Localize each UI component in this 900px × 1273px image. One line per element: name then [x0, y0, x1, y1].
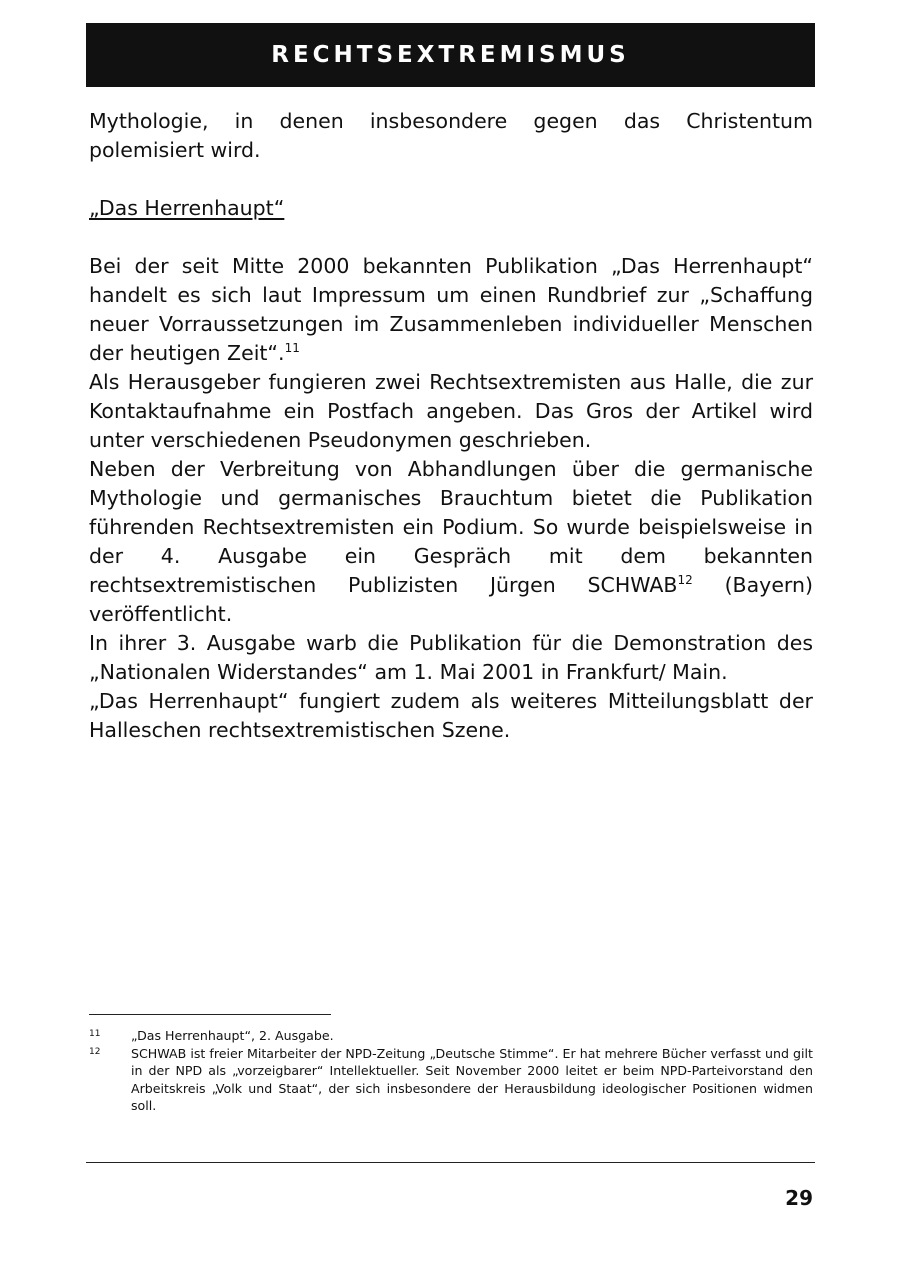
footnote-item	[89, 1045, 813, 1115]
paragraph-3-text-a: Neben der Verbreitung von Abhandlungen über die germanische Mythologie und germanisches Brauchtum bietet die Publikation führenden Rechtsextremisten ein Podium. So wurde beispielsweise in der 4. Ausgabe ein Gespräch mit dem bekannten rechtsextremistischen Publizisten Jürgen SCHWAB	[89, 457, 813, 597]
footnotes	[89, 1027, 813, 1115]
section-heading: „Das Herrenhaupt“	[89, 196, 285, 220]
paragraph-1-text: Bei der seit Mitte 2000 bekannten Publikation „Das Herrenhaupt“ handelt es sich laut Impressum um einen Rundbrief zur „Schaffung neuer Vorraussetzungen im Zusammenleben individueller Menschen der heutigen Zeit“.	[89, 254, 813, 365]
intro-paragraph: Mythologie, in denen insbesondere gegen das Christentum polemisiert wird.	[89, 109, 813, 162]
footnote-text: „Das Herrenhaupt“, 2. Ausgabe.	[131, 1028, 334, 1043]
paragraph-3	[89, 455, 813, 629]
paragraph-4: In ihrer 3. Ausgabe warb die Publikation für die Demonstration des „Nationalen Widerstandes“ am 1. Mai 2001 in Frankfurt/ Main.	[89, 631, 813, 684]
footnote-divider	[89, 1014, 331, 1015]
paragraph-1	[89, 252, 813, 368]
footnote-ref-11[interactable]: 11	[284, 341, 300, 356]
footnote-text: SCHWAB ist freier Mitarbeiter der NPD-Zeitung „Deutsche Stimme“. Er hat mehrere Bücher verfasst und gilt in der NPD als „vorzeigbarer“ Intellektueller. Seit November 2000 leitet er beim NPD-Parteivorstand den Arbeitskreis „Volk und Staat“, der sich insbesondere der Herausbildung ideologischer Positionen widmen soll.	[131, 1045, 813, 1114]
page-title: RECHTSEXTREMISMUS	[271, 42, 630, 68]
page-number: 29	[785, 1186, 813, 1210]
paragraph-5: „Das Herrenhaupt“ fungiert zudem als weiteres Mitteilungsblatt der Halleschen rechtsextremistischen Szene.	[89, 689, 813, 742]
footnote-ref-12[interactable]: 12	[677, 573, 693, 588]
bottom-divider	[86, 1162, 815, 1163]
footnote-number: 12	[89, 1046, 101, 1057]
footnote-item	[89, 1027, 813, 1045]
header-bar	[86, 23, 815, 87]
footnote-number: 11	[89, 1029, 101, 1039]
main-text	[89, 107, 813, 745]
paragraph-2: Als Herausgeber fungieren zwei Rechtsextremisten aus Halle, die zur Kontaktaufnahme ein Postfach angeben. Das Gros der Artikel wird unter verschiedenen Pseudonymen geschrieben.	[89, 370, 813, 452]
paragraph-3-text-b: (Bayern) veröffentlicht.	[89, 573, 813, 626]
